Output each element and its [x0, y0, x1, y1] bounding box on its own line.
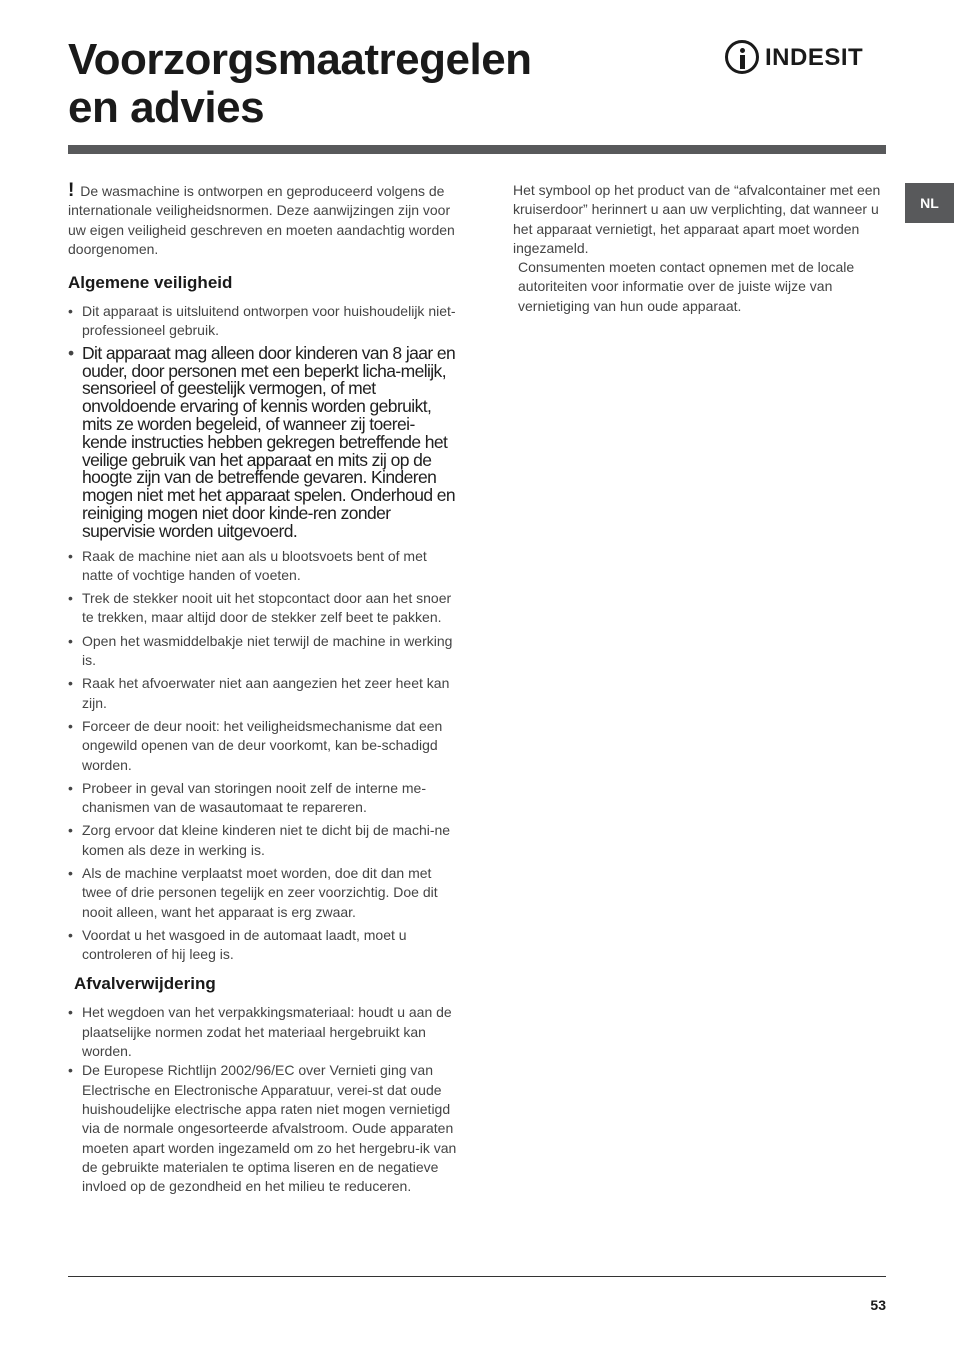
page-title-line-2: en advies [68, 83, 265, 132]
consumer-contact-paragraph: Consumenten moeten contact opnemen met de locale autoriteiten voor informatie over de juiste wijze van vernietiging van hun oude apparaat. [518, 259, 855, 314]
list-item: • De Europese Richtlijn 2002/96/EC over Vernieti ging van Electrische en Electronische Apparatuur, verei-st dat oude huishoudelijke electrische appa raten niet mogen vernietigd via de normale ongesorteerde afvalstroom. Oude apparaten moeten apart worden ingezameld om zo het hergebru-ik van de gebruikte materialen te optima liseren en de negatieve invloed op de gezondheid en het milieu te reduceren. [68, 1061, 458, 1196]
brand-name: INDESIT [765, 44, 864, 71]
page-title [68, 36, 532, 132]
language-tab: NL [905, 183, 954, 223]
list-item: • Raak het afvoerwater niet aan aangezien het zeer heet kan zijn. [68, 674, 458, 713]
waste-disposal-list [68, 1003, 458, 1196]
left-column [68, 181, 458, 1196]
list-item: • Open het wasmiddelbakje niet terwijl de machine in werking is. [68, 632, 458, 671]
section-heading-waste-disposal: Afvalverwijdering [74, 974, 216, 994]
list-item: • Probeer in geval van storingen nooit zelf de interne me-chanismen van de wasautomaat te repareren. [68, 779, 458, 818]
list-item: • Voordat u het wasgoed in de automaat laadt, moet u controleren of hij leeg is. [68, 926, 458, 965]
list-item: • Dit apparaat mag alleen door kinderen van 8 jaar en ouder, door personen met een beperkt licha-melijk, sensorieel of geestelijk vermogen, of met onvoldoende ervaring of kennis worden gebruikt, mits ze worden begeleid, of wanneer zij toerei-kende instructies hebben gekregen betreffende het veilige gebruik van het apparaat en mits zij op de hoogte zijn van de betreffende gevaren. Kinderen mogen niet met het apparaat spelen. Onderhoud en reiniging mogen niet door kinde-ren zonder supervisie worden uitgevoerd. [68, 345, 458, 541]
page-title-line-1: Voorzorgsmaatregelen [68, 35, 532, 84]
footer-divider [68, 1276, 886, 1277]
list-item: • Zorg ervoor dat kleine kinderen niet te dicht bij de machi-ne komen als deze in werking is. [68, 821, 458, 860]
list-item: • Raak de machine niet aan als u blootsvoets bent of met natte of vochtige handen of voeten. [68, 547, 458, 586]
list-item: • Het wegdoen van het verpakkingsmateriaal: houdt u aan de plaatselijke normen zodat het materiaal hergebruikt kan worden. [68, 1003, 458, 1061]
indesit-i-circle-icon [725, 40, 759, 74]
list-item: • Als de machine verplaatst moet worden, doe dit dan met twee of drie personen tegelijk en zeer voorzichtig. Doe dit nooit alleen, want het apparaat is erg zwaar. [68, 864, 458, 922]
general-safety-list [68, 302, 458, 964]
weee-symbol-paragraph: Het symbool op het product van de “afvalcontainer met een kruiserdoor” herinnert u aan uw verplichting, dat wanneer u het apparaat vernietigt, het apparaat apart moet worden ingezameld. [513, 182, 881, 256]
list-item: • Forceer de deur nooit: het veiligheidsmechanisme dat een ongewild openen van de deur voorkomt, kan be-schadigd worden. [68, 717, 458, 775]
list-item: • Dit apparaat is uitsluitend ontworpen voor huishoudelijk niet-professioneel gebruik. [68, 302, 458, 341]
list-item: • Trek de stekker nooit uit het stopcontact door aan het snoer te trekken, maar altijd door de stekker zelf beet te pakken. [68, 589, 458, 628]
header-divider [68, 145, 886, 154]
page-number: 53 [870, 1297, 886, 1313]
intro-text: De wasmachine is ontworpen en geproduceerd volgens de internationale veiligheidsnormen. Deze aanwijzingen zijn voor uw eigen veiligheid geschreven en moeten aandachtig worden doorgenomen. [68, 183, 455, 257]
section-heading-general-safety: Algemene veiligheid [68, 273, 233, 293]
intro-paragraph [68, 181, 458, 259]
right-column [513, 181, 885, 316]
brand-logo [725, 40, 887, 82]
warning-mark: ! [68, 180, 75, 201]
